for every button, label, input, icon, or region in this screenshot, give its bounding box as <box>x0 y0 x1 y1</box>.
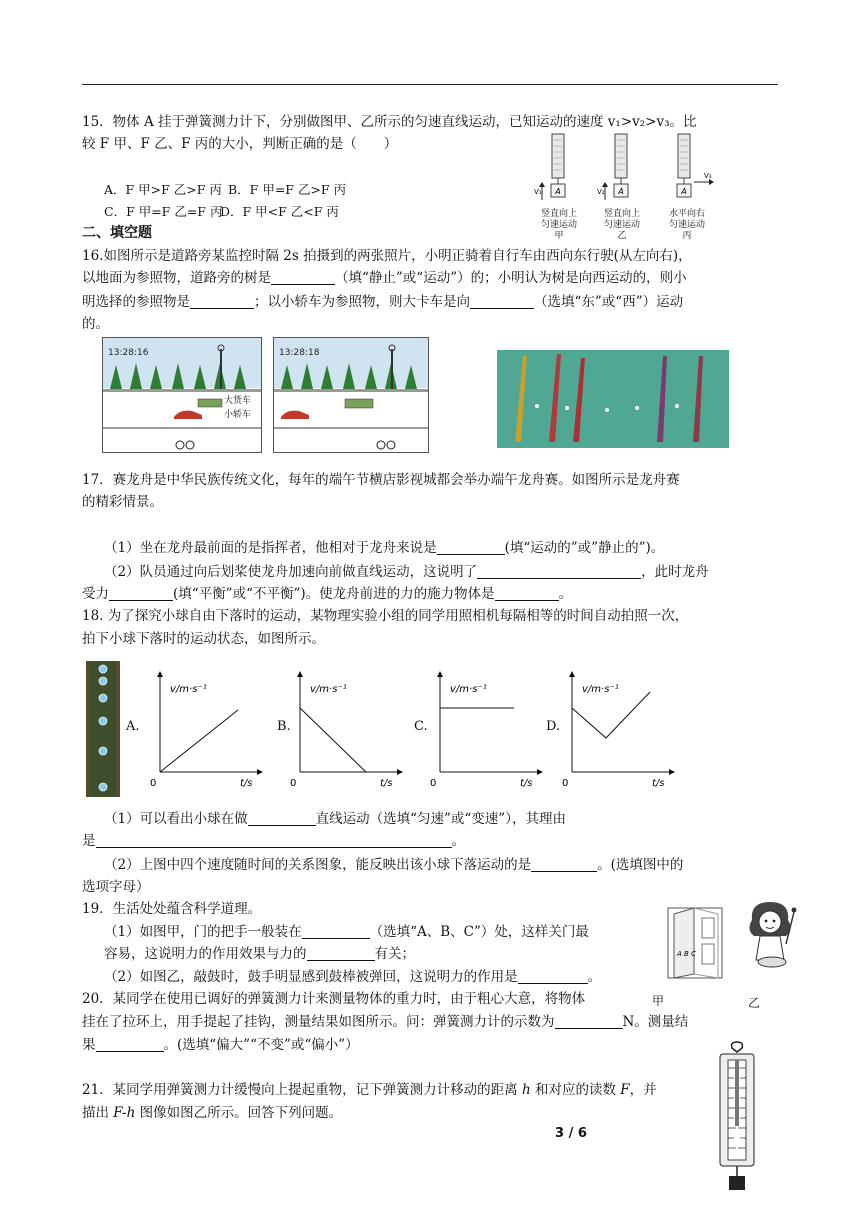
monitor-photo-2 <box>273 337 429 453</box>
q15-option-d: D．F 甲<F 乙<F 丙 <box>220 204 339 219</box>
q16-blank3[interactable] <box>470 294 534 309</box>
q19-blank1[interactable] <box>302 924 370 939</box>
graph-a-ylabel: v/m·s⁻¹ <box>170 684 207 695</box>
q16-line3: 明选择的参照物是 ；以小轿车为参照物，则大卡车是向 （选填“东”或“西”）运动 <box>82 294 684 310</box>
q20-blank1[interactable] <box>555 1014 623 1029</box>
graph-c-origin: 0 <box>430 778 437 789</box>
q18-line2: 拍下小球下落时的运动状态，如图所示。 <box>82 631 325 647</box>
q15-line1: 15．物体 A 挂于弹簧测力计下，分别做图甲、乙所示的匀速直线运动，已知运动的速度 v₁>v₂>v₃。比 <box>82 114 697 130</box>
q21-line1: 21．某同学用弹簧测力计缓慢向上提起重物，记下弹簧测力计移动的距离 h 和对应的读数 F，并 <box>82 1082 657 1098</box>
graph-b-xlabel: t/s <box>380 778 393 789</box>
graph-a-label: A. <box>126 719 140 734</box>
q17-blank1[interactable] <box>437 540 505 555</box>
graph-c <box>424 668 548 798</box>
q18-line1: 18. 为了探究小球自由下落时的运动，某物理实验小组的同学用照相机每隔相等的时间自动拍照一次， <box>82 608 689 624</box>
q19-line1: 19．生活处处蕴含科学道理。 <box>82 901 262 917</box>
graph-d-label: D. <box>546 719 561 734</box>
graph-b-ylabel: v/m·s⁻¹ <box>310 684 347 695</box>
graph-d-xlabel: t/s <box>652 778 665 789</box>
q21-line2: 描出 F-h 图像如图乙所示。回答下列问题。 <box>82 1105 343 1121</box>
photo1-time: 13:28:16 <box>108 348 149 358</box>
graph-c-ylabel: v/m·s⁻¹ <box>450 684 487 695</box>
fig-jia-label: 甲 <box>652 994 665 1008</box>
graph-c-xlabel: t/s <box>520 778 533 789</box>
q15-option-c: C．F 甲=F 乙=F 丙 <box>104 204 223 219</box>
q18-blank2[interactable] <box>96 833 452 848</box>
q18-blank1[interactable] <box>248 811 316 826</box>
q16-blank2[interactable] <box>190 294 254 309</box>
v3-label: V₃ <box>704 172 712 180</box>
q20-line1: 20．某同学在使用已调好的弹簧测力计来测量物体的重力时，由于粗心大意，将物体 <box>82 991 586 1007</box>
monitor-photo-1 <box>102 337 262 453</box>
section-title: 二、填空题 <box>82 225 152 241</box>
door-figure <box>664 904 726 982</box>
graph-a <box>144 668 268 798</box>
fig-yi-label: 乙 <box>748 996 761 1010</box>
falling-ball-photo <box>86 661 120 797</box>
caption-jia: 竖直向上 匀速运动 甲 <box>540 209 577 241</box>
graph-b-label: B. <box>277 719 291 734</box>
q18-part2: （2）上图中四个速度随时间的关系图象，能反映出该小球下落运动的是 。(选填图中的 <box>104 857 684 873</box>
q18-part2-cont: 选项字母） <box>82 879 150 895</box>
q19-blank3[interactable] <box>518 969 588 984</box>
door-abc: A B C <box>677 950 696 958</box>
q19-part1-cont: 容易，这说明力的作用效果与力的 有关； <box>104 946 415 962</box>
q17-part2: （2）队员通过向后划桨使龙舟加速向前做直线运动，这说明了 ，此时龙舟 <box>104 564 709 580</box>
q20-blank2[interactable] <box>96 1037 164 1052</box>
graph-a-origin: 0 <box>150 778 157 789</box>
q20-line3: 果 。(选填“偏大”“不变”或“偏小”） <box>82 1037 359 1053</box>
q16-blank1[interactable] <box>271 270 335 285</box>
q15-line2: 较 F 甲、F 乙、F 丙的大小，判断正确的是（ ） <box>82 136 398 152</box>
graph-b <box>284 668 408 798</box>
q17-line1: 17．赛龙舟是中华民族传统文化，每年的端午节横店影视城都会举办端午龙舟赛。如图所示是龙舟赛 <box>82 472 680 488</box>
q15-option-a: A．F 甲>F 乙>F 丙 <box>104 182 222 197</box>
q19-blank2[interactable] <box>307 946 375 961</box>
dragon-boat-photo <box>497 350 729 448</box>
q19-part1: （1）如图甲，门的把手一般装在 （选填“A、B、C”）处，这样关门最 <box>104 924 589 940</box>
caption-bing: 水平向右 匀速运动 丙 <box>668 209 705 241</box>
q17-line2: 的精彩情景。 <box>82 494 163 510</box>
q17-part3: 受力 (填“平衡”或“不平衡”)。使龙舟前进的力的施力物体是 。 <box>82 586 573 602</box>
page-number: 3 / 6 <box>555 1126 587 1141</box>
graph-d-origin: 0 <box>562 778 569 789</box>
block-a-1: A <box>555 187 561 196</box>
q20-line2: 挂在了拉环上，用手提起了挂钩，测量结果如图所示。问：弹簧测力计的示数为 N。测量结 <box>82 1014 689 1030</box>
q17-blank2[interactable] <box>477 564 641 579</box>
q17-blank3[interactable] <box>109 586 173 601</box>
q16-line2: 以地面为参照物，道路旁的树是 （填“静止”或“运动”）的；小明认为树是向西运动的，则小 <box>82 270 687 286</box>
q17-blank4[interactable] <box>495 586 559 601</box>
photo2-time: 13:28:18 <box>279 348 320 358</box>
q17-part1: （1）坐在龙舟最前面的是指挥者，他相对于龙舟来说是 (填“运动的”或”静止的”)。 <box>104 540 665 556</box>
v2-label: V₂ <box>597 188 605 196</box>
q16-line1: 16.如图所示是道路旁某监控时隔 2s 拍摄到的两张照片，小明正骑着自行车由西向东行驶(从左向右)， <box>82 248 692 264</box>
graph-c-label: C. <box>414 719 428 734</box>
caption-yi: 竖直向上 匀速运动 乙 <box>603 209 640 241</box>
graph-d <box>556 668 680 798</box>
header-rule <box>82 84 778 85</box>
block-a-2: A <box>618 187 624 196</box>
q19-part2: （2）如图乙，敲鼓时，鼓手明显感到鼓棒被弹回，这说明力的作用是 。 <box>104 969 602 985</box>
spring-scale-reading-figure <box>714 1038 760 1192</box>
drummer-figure <box>742 900 798 980</box>
block-a-3: A <box>681 187 687 196</box>
q18-part1: （1）可以看出小球在做 直线运动（选填“匀速”或“变速”），其理由 <box>104 811 566 827</box>
q18-blank3[interactable] <box>531 857 597 872</box>
car-label: 小轿车 <box>224 410 252 420</box>
graph-a-xlabel: t/s <box>240 778 253 789</box>
spring-scale-figure <box>528 132 728 216</box>
graph-d-ylabel: v/m·s⁻¹ <box>582 684 619 695</box>
q16-line4: 的。 <box>82 316 109 332</box>
q15-option-b: B．F 甲=F 乙>F 丙 <box>228 182 347 197</box>
graph-b-origin: 0 <box>290 778 297 789</box>
q18-part1-cont: 是 。 <box>82 833 465 849</box>
truck-label: 大货车 <box>224 396 252 406</box>
v1-label: V₁ <box>534 188 542 196</box>
